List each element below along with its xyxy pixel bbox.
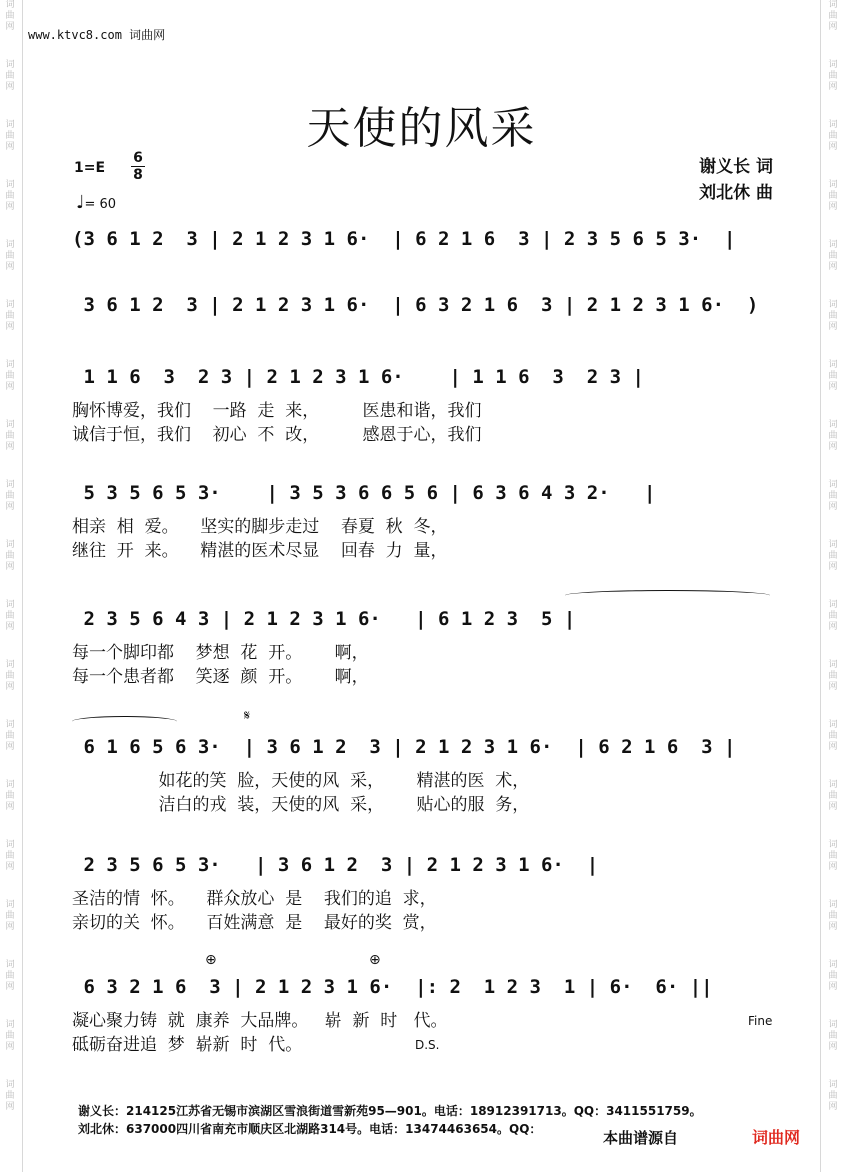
lyricist-credit: 谢义长 词 [699,157,773,177]
lyric-verse2-system-3: 诚信于恒，我们 初心 不 改， 感恩于心，我们 [72,425,482,445]
lyric-verse2-system-8: 砥砺奋进追 梦 崭新 时 代。 [72,1035,308,1055]
lyric-verse2-system-4: 继往 开 来。 精湛的医术尽显 回春 力 量， [72,541,448,561]
ds-label: D.S. [415,1038,440,1052]
notes-system-7: 2 3 5 6 5 3· | 3 6 1 2 3 | 2 1 2 3 1 6· | [72,854,599,876]
source-label: 本曲谱源自 [603,1129,679,1147]
site-header[interactable]: www.ktvc8.com 词曲网 [28,28,166,42]
lyric-verse2-system-5: 每一个患者都 笑逐 颜 开。 啊， [72,667,369,687]
tie-arc-system-6 [72,716,177,727]
lyric-verse1-system-4: 相亲 相 爱。 坚实的脚步走过 春夏 秋 冬， [72,517,448,537]
notes-system-8: 6 3 2 1 6 3 | 2 1 2 3 1 6· |: 2 1 2 3 1 | 6· 6· || [72,976,713,998]
time-signature [131,150,145,183]
side-watermark-left: 词曲网 词曲网 词曲网 词曲网 词曲网 词曲网 词曲网 词曲网 词曲网 词曲网 词曲网 词曲网 词曲网 词曲网 词曲网 词曲网 词曲网 词曲网 词曲网 [5,0,15,1112]
composer-credit: 刘北休 曲 [699,183,773,203]
key-signature: 1=E [74,160,106,176]
lyric-verse1-system-5: 每一个脚印都 梦想 花 开。 啊， [72,643,369,663]
brand-logo[interactable]: 词曲网 [752,1128,801,1147]
notes-system-1: (3 6 1 2 3 | 2 1 2 3 1 6· | 6 2 1 6 3 | 2 3 5 6 5 3· | [72,228,736,250]
quarter-note-icon: ♩ [76,192,85,213]
lyric-verse1-system-6: 如花的笑 脸，天使的风 采， 精湛的医 术， [72,771,530,791]
tie-arc-system-5 [565,590,770,601]
coda-sign-1: ⊕ [205,952,217,968]
notes-system-3: 1 1 6 3 2 3 | 2 1 2 3 1 6· | 1 1 6 3 2 3 | [72,366,644,388]
song-title: 天使的风采 [306,103,537,154]
segno-sign: 𝄋 [244,708,251,724]
footer-contact-lyricist: 谢义长：214125江苏省无锡市滨湖区雪浪街道雪新苑95—901。电话：18912391713。QQ：3411551759。 [78,1104,702,1118]
notes-system-2: 3 6 1 2 3 | 2 1 2 3 1 6· | 6 3 2 1 6 3 | 2 1 2 3 1 6· ) [72,294,759,316]
side-watermark-right: 词曲网 词曲网 词曲网 词曲网 词曲网 词曲网 词曲网 词曲网 词曲网 词曲网 词曲网 词曲网 词曲网 词曲网 词曲网 词曲网 词曲网 词曲网 词曲网 [828,0,838,1112]
lyric-verse1-system-8: 凝心聚力铸 就 康养 大品牌。 崭 新 时 代。 [72,1011,448,1031]
footer-contact-composer: 刘北休：637000四川省南充市顺庆区北湖路314号。电话：13474463654。QQ： [78,1122,542,1136]
right-frame-line [820,0,821,1172]
lyric-verse1-system-7: 圣洁的情 怀。 群众放心 是 我们的追 求， [72,889,437,909]
tempo-marking [76,192,116,213]
lyric-verse2-system-6: 洁白的戎 装，天使的风 采， 贴心的服 务， [72,795,530,815]
fine-label: Fine [748,1014,773,1028]
time-sig-top: 6 [133,150,143,166]
notes-system-6: 6 1 6 5 6 3· | 3 6 1 2 3 | 2 1 2 3 1 6· | 6 2 1 6 3 | [72,736,736,758]
tempo-value: = 60 [84,197,117,212]
notes-system-4: 5 3 5 6 5 3· | 3 5 3 6 6 5 6 | 6 3 6 4 3 2· | [72,482,656,504]
time-sig-bottom: 8 [133,167,143,183]
notes-system-5: 2 3 5 6 4 3 | 2 1 2 3 1 6· | 6 1 2 3 5 | [72,608,576,630]
lyric-verse2-system-7: 亲切的关 怀。 百姓满意 是 最好的奖 赏， [72,913,437,933]
left-frame-line [22,0,23,1172]
lyric-verse1-system-3: 胸怀博爱，我们 一路 走 来， 医患和谐，我们 [72,401,482,421]
coda-sign-2: ⊕ [369,952,381,968]
